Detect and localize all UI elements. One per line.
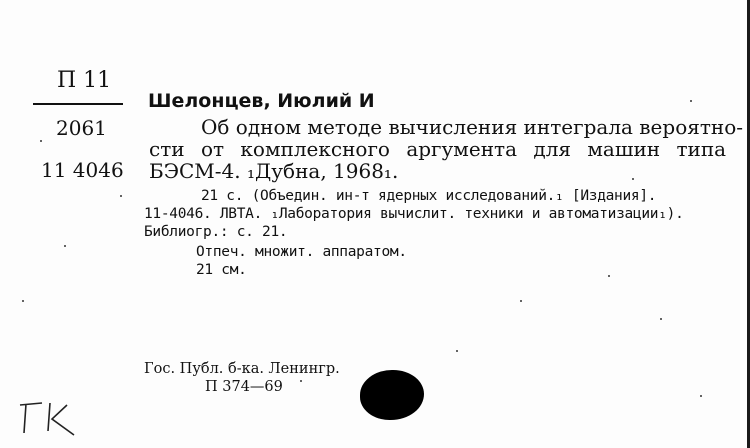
speck [660,318,662,320]
bibliography-note: Библиогр.: с. 21. [144,224,288,240]
author-heading: Шелонцев, Июлий И [148,90,375,112]
speck [632,178,634,180]
speck [520,300,522,302]
speck [700,395,702,397]
printing-note: Отпеч. множит. аппаратом. [196,244,407,260]
speck [120,195,122,197]
speck [300,380,302,382]
speck [456,350,458,352]
series-code: 11 4046 [41,158,124,182]
speck [608,275,610,277]
speck [22,300,24,302]
call-number-prefix: П 11 [57,68,112,93]
library-name: Гос. Публ. б-ка. Ленингр. [144,361,340,377]
call-number-divider [33,103,123,105]
speck [64,245,66,247]
library-code: П 374—69 [205,379,283,395]
title-line-1: Об одном методе вычисления интеграла вероятно- [201,115,744,139]
call-number: 2061 [56,116,107,140]
title-line-2: сти от комплексного аргумента для машин типа [149,137,727,161]
handwritten-initials-mark [12,395,82,440]
speck [40,140,42,142]
collation-line-1: 21 с. (Объедин. ин-т ядерных исследований.₁ [Издания]. [201,188,657,204]
size-note: 21 см. [196,262,247,278]
ink-blot [360,370,424,420]
speck [690,100,692,102]
title-line-3: БЭСМ-4. ₁Дубна, 1968₁. [149,159,399,183]
collation-line-2: 11-4046. ЛВТА. ₁Лаборатория вычислит. техники и автоматизации₁). [144,206,684,222]
